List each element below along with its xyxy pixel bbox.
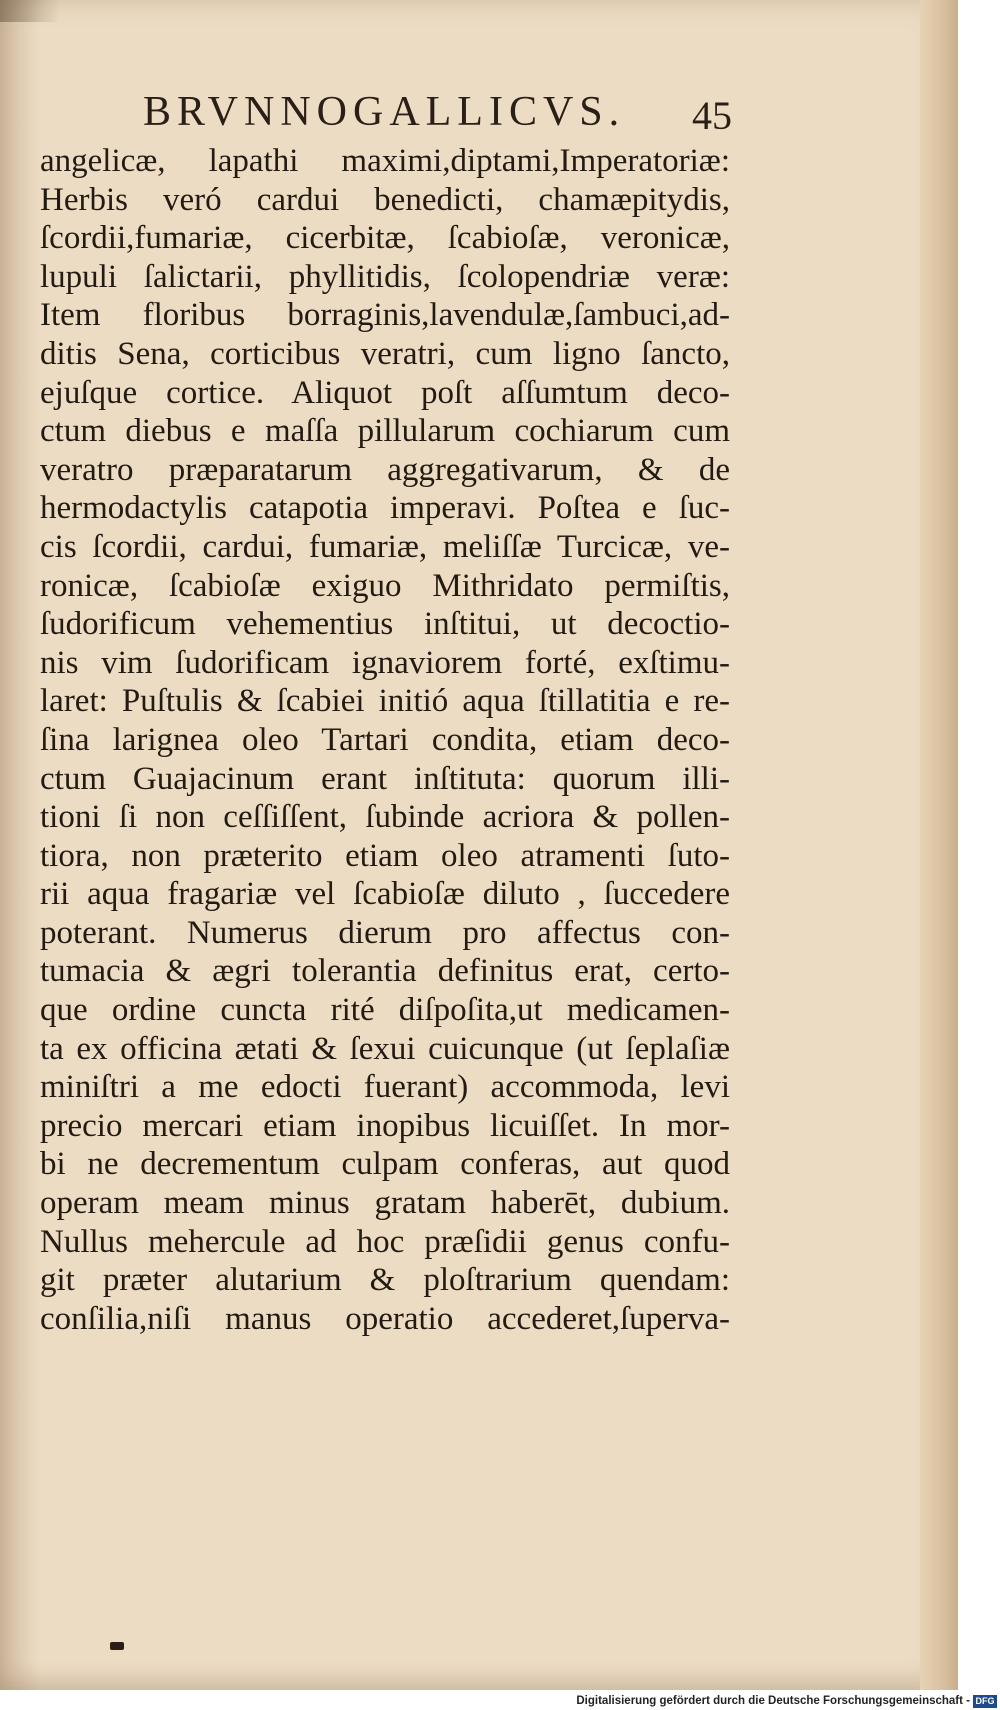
text-line: rii aqua fragariæ vel ſcabioſæ diluto , ſuccedere	[40, 876, 730, 913]
text-line: tioni ſi non ceſſiſſent, ſubinde acriora & pollen-	[40, 799, 730, 836]
text-line: lupuli ſalictarii, phyllitidis, ſcolopendriæ veræ:	[40, 258, 730, 295]
text-line: ronicæ, ſcabioſæ exiguo Mithridato permiſtis,	[40, 567, 730, 604]
dfg-logo: DFG	[973, 1695, 997, 1708]
text-line: tumacia & ægri tolerantia definitus erat, certo-	[40, 953, 730, 990]
text-line: git præter alutarium & ploſtrarium quendam:	[40, 1262, 730, 1299]
text-line: miniſtri a me edocti fuerant) accommoda, levi	[40, 1069, 730, 1106]
text-line: nis vim ſudorificam ignaviorem forté, exſtimu-	[40, 644, 730, 681]
text-line: ta ex officina ætati & ſexui cuicunque (ut ſeplaſiæ	[40, 1030, 730, 1067]
corner-stain	[0, 0, 60, 22]
text-line: poterant. Numerus dierum pro affectus con-	[40, 914, 730, 951]
text-line: ſudorificum vehementius inſtitui, ut decoctio-	[40, 606, 730, 643]
text-line: ejuſque cortice. Aliquot poſt aſſumtum deco-	[40, 374, 730, 411]
text-line: ſcordii,fumariæ, cicerbitæ, ſcabioſæ, veronicæ,	[40, 220, 730, 257]
body-text	[40, 142, 730, 1338]
ink-mark	[110, 1642, 124, 1650]
text-line: ctum diebus e maſſa pillularum cochiarum cum	[40, 413, 730, 450]
text-line: ſina larignea oleo Tartari condita, etiam deco-	[40, 721, 730, 758]
funding-credit: Digitalisierung gefördert durch die Deutsche Forschungsgemeinschaft -	[576, 1695, 970, 1707]
page-edge	[920, 0, 958, 1690]
text-line: operam meam minus gratam haberēt, dubium.	[40, 1185, 730, 1222]
text-line: hermodactylis catapotia imperavi. Poſtea e ſuc-	[40, 490, 730, 527]
text-line: que ordine cuncta rité diſpoſita,ut medicamen-	[40, 992, 730, 1029]
spine-shadow	[0, 0, 40, 1690]
running-title: BRVNNOGALLICVS.	[143, 89, 626, 135]
text-line: cis ſcordii, cardui, fumariæ, meliſſæ Turcicæ, ve-	[40, 528, 730, 565]
text-line: Nullus mehercule ad hoc præſidii genus confu-	[40, 1223, 730, 1260]
text-line: veratro præparatarum aggregativarum, & de	[40, 451, 730, 488]
text-line: tiora, non præterito etiam oleo atramenti ſuto-	[40, 837, 730, 874]
text-line: precio mercari etiam inopibus licuiſſet. In mor-	[40, 1107, 730, 1144]
text-line: angelicæ, lapathi maximi,diptami,Imperatoriæ:	[40, 143, 730, 179]
page-number: 45	[692, 93, 732, 138]
text-line: conſilia,niſi manus operatio accederet,ſuperva-	[40, 1300, 730, 1337]
text-line: ctum Guajacinum erant inſtituta: quorum illi-	[40, 760, 730, 797]
text-line: Herbis veró cardui benedicti, chamæpitydis,	[40, 181, 730, 218]
text-line: laret: Puſtulis & ſcabiei initió aqua ſtillatitia e re-	[40, 683, 730, 720]
text-line: Item floribus borraginis,lavendulæ,ſambuci,ad-	[40, 297, 730, 334]
text-line: bi ne decrementum culpam conferas, aut quod	[40, 1146, 730, 1183]
text-line: ditis Sena, corticibus veratri, cum ligno ſancto,	[40, 335, 730, 372]
